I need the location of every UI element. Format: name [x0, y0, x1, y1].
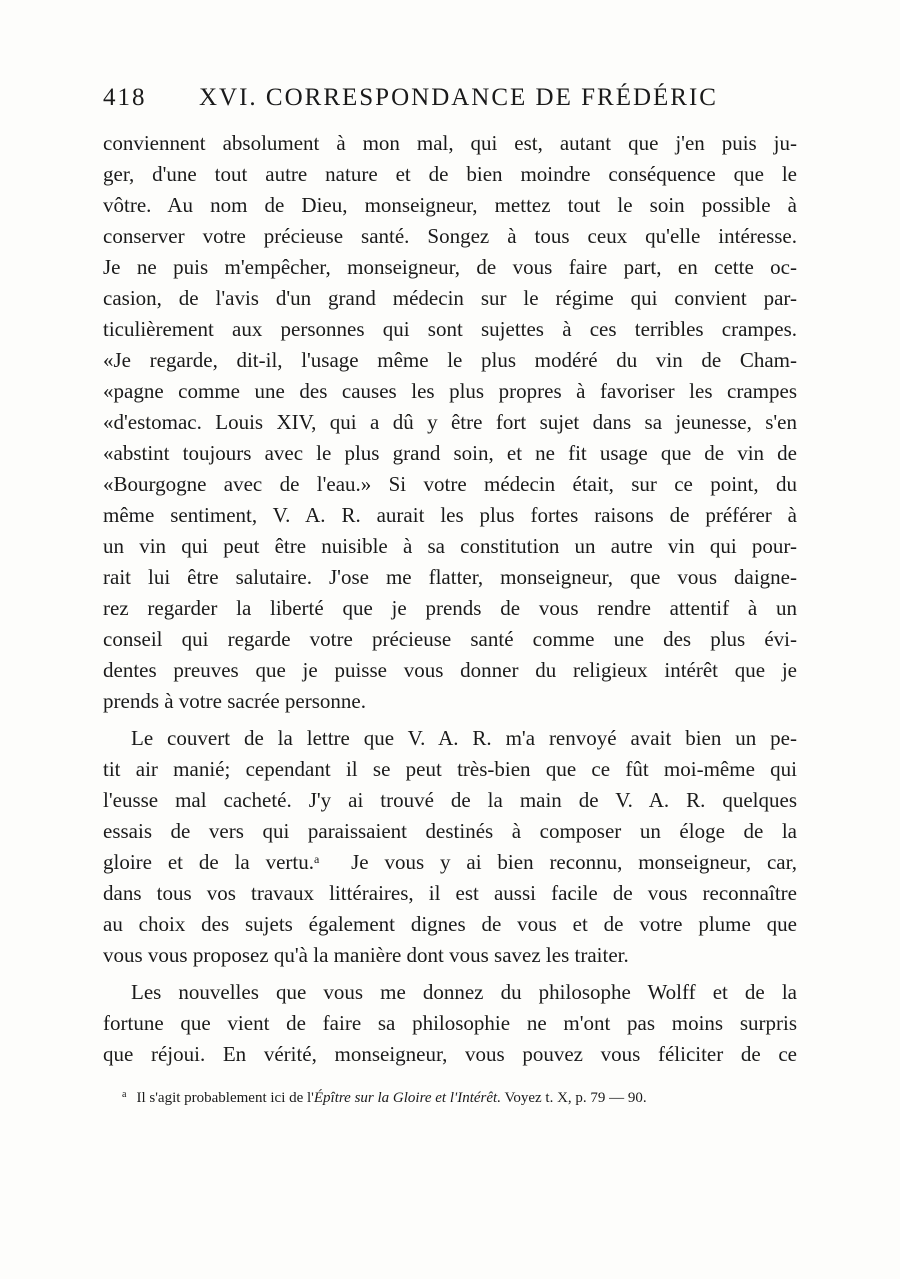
text-line: Le couvert de la lettre que V. A. R. m'a renvoyé avait bien un pe-	[131, 726, 797, 750]
text-line: vous vous proposez qu'à la manière dont vous savez les traiter.	[103, 943, 629, 967]
text-line: «pagne comme une des causes les plus propres à favoriser les crampes	[103, 379, 797, 403]
text-line: casion, de l'avis d'un grand médecin sur le régime qui convient par-	[103, 286, 797, 310]
text-line: vôtre. Au nom de Dieu, monseigneur, mettez tout le soin possible à	[103, 193, 797, 217]
running-title: XVI. CORRESPONDANCE DE FRÉDÉRIC	[199, 84, 718, 111]
text-line: tit air manié; cependant il se peut très-bien que ce fût moi-même qui	[103, 757, 797, 781]
text-line: fortune que vient de faire sa philosophie ne m'ont pas moins surpris	[103, 1011, 797, 1035]
page-header	[103, 84, 803, 118]
text-line: Les nouvelles que vous me donnez du philosophe Wolff et de la	[131, 980, 797, 1004]
text-line-with-note	[103, 847, 797, 878]
text-line: dans tous vos travaux littéraires, il est aussi facile de vous reconnaître	[103, 881, 797, 905]
footnote-title: Épître sur la Gloire et l'Intérêt.	[313, 1090, 501, 1106]
text-line: l'eusse mal cacheté. J'y ai trouvé de la main de V. A. R. quelques	[103, 788, 797, 812]
text-line: conseil qui regarde votre précieuse santé comme une des plus évi-	[103, 627, 797, 651]
text-line: «Bourgogne avec de l'eau.» Si votre médecin était, sur ce point, du	[103, 472, 797, 496]
text-line: même sentiment, V. A. R. aurait les plus fortes raisons de préférer à	[103, 503, 797, 527]
page-number: 418	[103, 84, 147, 111]
text-line: dentes preuves que je puisse vous donner du religieux intérêt que je	[103, 658, 797, 682]
text-segment: gloire et de la vertu.	[103, 850, 315, 874]
text-line: ger, d'une tout autre nature et de bien moindre conséquence que le	[103, 162, 797, 186]
text-line: essais de vers qui paraissaient destinés à composer un éloge de la	[103, 819, 797, 843]
text-line: que réjoui. En vérité, monseigneur, vous pouvez vous féliciter de ce	[103, 1042, 797, 1066]
text-line: au choix des sujets également dignes de vous et de votre plume que	[103, 912, 797, 936]
text-line: conserver votre précieuse santé. Songez à tous ceux qu'elle intéresse.	[103, 224, 797, 248]
text-line: rait lui être salutaire. J'ose me flatter, monseigneur, que vous daigne-	[103, 565, 797, 589]
text-line: conviennent absolument à mon mal, qui est, autant que j'en puis ju-	[103, 131, 797, 155]
body-text	[103, 128, 797, 1070]
text-line: «Je regarde, dit-il, l'usage même le plus modéré du vin de Cham-	[103, 348, 797, 372]
footnote-text-before: Il s'agit probablement ici de l'	[136, 1090, 314, 1106]
text-line: «abstint toujours avec le plus grand soin, et ne fit usage que de vin de	[103, 441, 797, 465]
footnote-text-after: Voyez t. X, p. 79 — 90.	[500, 1090, 647, 1106]
text-line: prends à votre sacrée personne.	[103, 689, 366, 713]
text-line: ticulièrement aux personnes qui sont sujettes à ces terribles crampes.	[103, 317, 797, 341]
text-segment: Je vous y ai bien reconnu, monseigneur, car,	[351, 850, 798, 874]
text-line: un vin qui peut être nuisible à sa constitution un autre vin qui pour-	[103, 534, 797, 558]
text-line: rez regarder la liberté que je prends de vous rendre attentif à un	[103, 596, 797, 620]
text-line: «d'estomac. Louis XIV, qui a dû y être fort sujet dans sa jeunesse, s'en	[103, 410, 797, 434]
text-line: Je ne puis m'empêcher, monseigneur, de vous faire part, en cette oc-	[103, 255, 797, 279]
footnote-reference: a	[314, 852, 320, 866]
footnote-mark: a	[122, 1089, 127, 1100]
footnote	[122, 1084, 782, 1109]
